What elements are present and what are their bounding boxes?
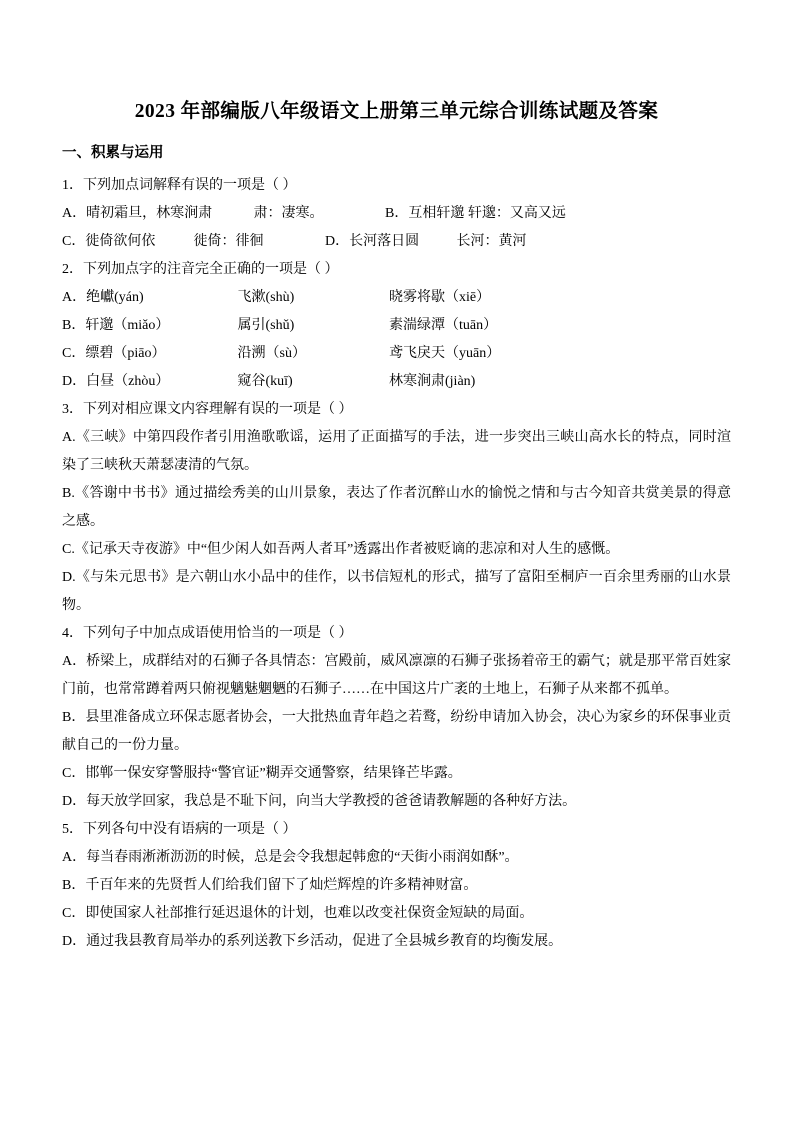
option-2d-1: D．白昼（zhòu）	[62, 373, 170, 389]
question-stem-2: 2．下列加点字的注音完全正确的一项是（ ）	[62, 261, 339, 277]
option-5b: B．千百年来的先贤哲人们给我们留下了灿烂辉煌的许多精神财富。	[62, 877, 478, 893]
option-1a-gloss: 肃：凄寒。	[253, 205, 324, 221]
option-2a-3: 晓雾将歇（xiē）	[389, 289, 491, 305]
section-heading-1: 一、积累与运用	[62, 145, 164, 162]
option-2d-3: 林寒涧肃(jiàn)	[389, 373, 476, 389]
option-3b: B.《答谢中书书》通过描绘秀美的山川景象，表达了作者沉醉山水的愉悦之情和与古今知音共赏美景的得意之感。	[62, 485, 731, 529]
question-2-options-row-3	[62, 340, 731, 368]
question-stem-3: 3．下列对相应课文内容理解有误的一项是（ ）	[62, 401, 353, 417]
question-2-options-row-2	[62, 312, 731, 340]
question-2-options-row-4	[62, 368, 731, 396]
question-stem-4: 4．下列句子中加点成语使用恰当的一项是（ ）	[62, 625, 353, 641]
option-4c: C．邯郸一保安穿警服持“警官证”糊弄交通警察，结果锋芒毕露。	[62, 765, 462, 781]
option-3d: D.《与朱元思书》是六朝山水小品中的佳作，以书信短札的形式，描写了富阳至桐庐一百余里秀丽的山水景物。	[62, 569, 731, 613]
question-1-options-row-1	[62, 200, 731, 228]
option-1a: A．晴初霜旦，林寒涧肃	[62, 205, 213, 221]
question-stem-1: 1．下列加点词解释有误的一项是（ ）	[62, 177, 297, 193]
question-2-options-row-1	[62, 284, 731, 312]
question-stem-5: 5．下列各句中没有语病的一项是（ ）	[62, 821, 297, 837]
option-2b-2: 属引(shǔ)	[237, 317, 295, 333]
option-4a: A．桥梁上，成群结对的石狮子各具情态：宫殿前，威风凛凛的石狮子张扬着帝王的霸气；就是那平常百姓家门前，也常常蹲着两只俯视魑魅魍魉的石狮子……在中国这片广袤的土地上，石狮子从来都不孤单。	[62, 653, 731, 697]
option-1d-gloss: 长河：黄河	[456, 233, 527, 249]
option-1d: D．长河落日圆	[325, 233, 420, 249]
option-2c-2: 沿溯（sù）	[237, 345, 306, 361]
option-4d: D．每天放学回家，我总是不耻下问，向当大学教授的爸爸请教解题的各种好方法。	[62, 793, 577, 809]
option-1c-gloss: 徙倚：徘徊	[193, 233, 264, 249]
option-4b: B．县里准备成立环保志愿者协会，一大批热血青年趋之若鹜，纷纷申请加入协会，决心为家乡的环保事业贡献自己的一份力量。	[62, 709, 731, 753]
option-5d: D．通过我县教育局举办的系列送教下乡活动，促进了全县城乡教育的均衡发展。	[62, 933, 563, 949]
option-1c: C．徙倚欲何依	[62, 233, 156, 249]
option-2b-1: B．轩邈（miǎo）	[62, 317, 170, 333]
option-1b: B．互相轩邈 轩邈：又高又远	[385, 205, 566, 221]
option-2c-1: C．缥碧（piāo）	[62, 345, 166, 361]
option-3a: A.《三峡》中第四段作者引用渔歌歌谣，运用了正面描写的手法，进一步突出三峡山高水长的特点，同时渲染了三峡秋天萧瑟凄清的气氛。	[62, 429, 731, 473]
option-2a-1: A．绝巘(yán)	[62, 289, 144, 305]
question-1-options-row-2	[62, 228, 731, 256]
page-title: 2023 年部编版八年级语文上册第三单元综合训练试题及答案	[134, 101, 659, 122]
option-5c: C．即使国家人社部推行延迟退休的计划，也难以改变社保资金短缺的局面。	[62, 905, 534, 921]
option-2c-3: 鸢飞戾天（yuān）	[389, 345, 501, 361]
option-2d-2: 窥谷(kuī)	[237, 373, 293, 389]
option-2b-3: 素湍绿潭（tuān）	[389, 317, 498, 333]
option-2a-2: 飞漱(shù)	[237, 289, 295, 305]
option-5a: A．每当春雨淅淅沥沥的时候，总是会令我想起韩愈的“天街小雨润如酥”。	[62, 849, 519, 865]
option-3c: C.《记承天寺夜游》中“但少闲人如吾两人者耳”透露出作者被贬谪的悲凉和对人生的感慨。	[62, 541, 620, 557]
